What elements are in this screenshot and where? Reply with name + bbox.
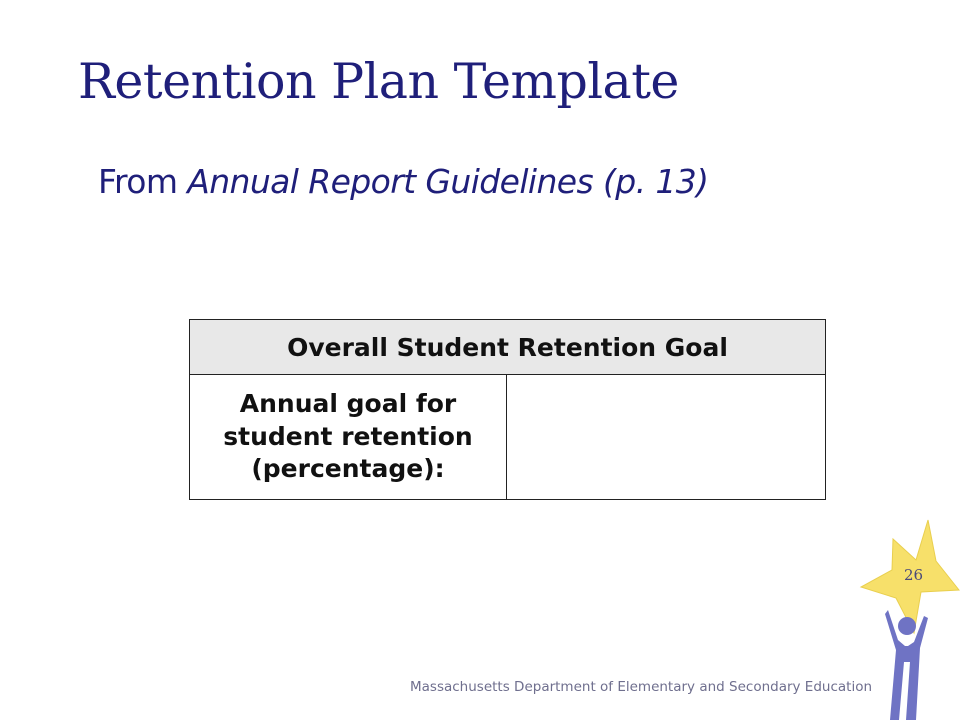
subtitle-prefix: From	[98, 162, 188, 201]
page-number: 26	[904, 566, 924, 584]
table-header-row	[190, 320, 826, 375]
table-header: Overall Student Retention Goal	[190, 320, 826, 375]
table-row	[190, 375, 826, 500]
slide-subtitle	[98, 162, 708, 201]
goal-value-cell[interactable]	[507, 375, 826, 500]
person-figure-icon	[885, 610, 928, 720]
slide-title: Retention Plan Template	[78, 53, 679, 110]
dese-logo	[858, 512, 960, 720]
subtitle-source: Annual Report Guidelines (p. 13)	[187, 162, 709, 201]
footer-text: Massachusetts Department of Elementary and Secondary Education	[410, 679, 873, 695]
goal-label-line: (percentage):	[251, 454, 445, 484]
goal-label-line: student retention	[223, 421, 473, 451]
goal-label-cell	[190, 375, 507, 500]
goal-label-line: Annual goal for	[239, 389, 457, 419]
retention-goal-table	[189, 319, 826, 500]
